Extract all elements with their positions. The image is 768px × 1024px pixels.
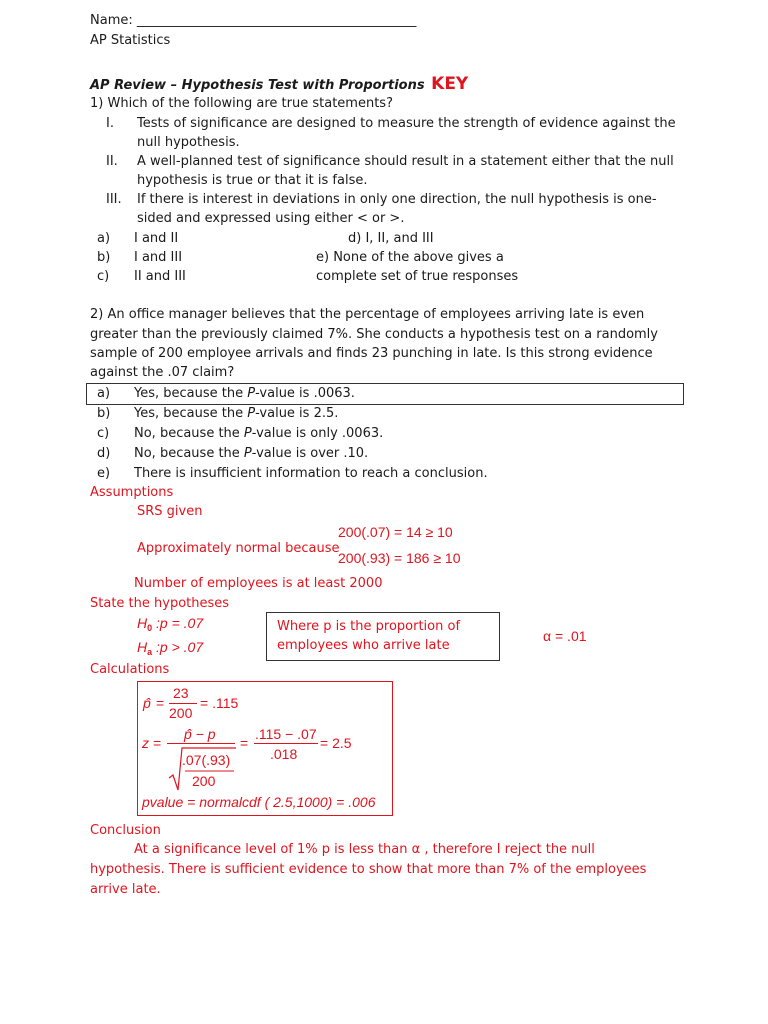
q2-option-text: Yes, because the P-value is 2.5. bbox=[134, 406, 339, 421]
q1-statement-line: sided and expressed using either < or >. bbox=[137, 211, 405, 226]
course-name: AP Statistics bbox=[90, 33, 171, 48]
q1-statement-num: II. bbox=[106, 154, 118, 169]
z-numerator: p̂ − p bbox=[184, 726, 216, 742]
q1-statement-line: Tests of significance are designed to measure the strength of evidence against the bbox=[137, 116, 676, 131]
q2-text-line: 2) An office manager believes that the percentage of employees arriving late is even bbox=[90, 307, 645, 322]
q1-option-letter: a) bbox=[97, 231, 111, 246]
approx-normal-text: Approximately normal because bbox=[137, 541, 340, 556]
phat-value: = .115 bbox=[200, 695, 239, 711]
numerator-23: 23 bbox=[173, 685, 189, 701]
q2-option-text: No, because the P-value is over .10. bbox=[134, 446, 369, 461]
q2-option-letter: d) bbox=[97, 446, 111, 461]
page-title bbox=[90, 75, 468, 95]
equals-sign: = bbox=[240, 735, 249, 751]
fraction-bar bbox=[254, 743, 318, 744]
q2-option-letter: b) bbox=[97, 406, 111, 421]
q2-text-line: against the .07 claim? bbox=[90, 365, 235, 380]
q2-text-line: greater than the previously claimed 7%. She conducts a hypothesis test on a randomly bbox=[90, 327, 658, 342]
assumptions-heading: Assumptions bbox=[90, 485, 174, 500]
alternative-hypothesis: $H_a$ :p > .07 bbox=[137, 639, 204, 657]
q2-option-text: There is insufficient information to reach a conclusion. bbox=[134, 466, 488, 481]
q2-option-letter: e) bbox=[97, 466, 111, 481]
q1-statement-line: hypothesis is true or that it is false. bbox=[137, 173, 368, 188]
title-text: AP Review – Hypothesis Test with Proportions bbox=[90, 78, 425, 93]
sqrt-numerator: .07(.93) bbox=[182, 752, 231, 768]
q1-option-letter: c) bbox=[97, 269, 110, 284]
q1-option-text: e) None of the above gives a bbox=[316, 250, 504, 265]
q2-option-letter: c) bbox=[97, 426, 110, 441]
population-check: Number of employees is at least 2000 bbox=[134, 576, 383, 591]
z-value: = 2.5 bbox=[320, 735, 352, 751]
z-numerator-values: .115 − .07 bbox=[255, 726, 317, 742]
z-denominator-value: .018 bbox=[270, 746, 298, 762]
null-hypothesis: $H_0$ :p = .07 bbox=[137, 615, 204, 633]
phat-symbol: p̂ bbox=[143, 695, 151, 711]
z-label: z = bbox=[142, 735, 162, 751]
q1-question: 1) Which of the following are true statements? bbox=[90, 96, 393, 111]
q1-option-letter: b) bbox=[97, 250, 111, 265]
q1-option-text: d) I, II, and III bbox=[348, 231, 434, 246]
q2-text-line: sample of 200 employee arrivals and finds 23 punching in late. Is this strong evidence bbox=[90, 346, 653, 361]
q1-option-text: complete set of true responses bbox=[316, 269, 519, 284]
q1-option-text: I and II bbox=[134, 231, 179, 246]
pvalue-line: pvalue = normalcdf ( 2.5,1000) = .006 bbox=[142, 794, 376, 810]
q2-option-text: Yes, because the P-value is .0063. bbox=[134, 386, 355, 401]
srs-text: SRS given bbox=[137, 504, 203, 519]
q1-statement-num: I. bbox=[106, 116, 114, 131]
q1-option-text: II and III bbox=[134, 269, 186, 284]
definition-line: employees who arrive late bbox=[277, 638, 450, 653]
equals-sign: = bbox=[156, 695, 165, 711]
q2-option-letter: a) bbox=[97, 386, 111, 401]
sqrt-denominator: 200 bbox=[192, 773, 216, 789]
denominator-200: 200 bbox=[169, 705, 193, 721]
alpha-level: α = .01 bbox=[543, 628, 587, 644]
q1-option-text: I and III bbox=[134, 250, 183, 265]
conclusion-line: arrive late. bbox=[90, 882, 161, 897]
calculations-heading: Calculations bbox=[90, 662, 170, 677]
conclusion-heading: Conclusion bbox=[90, 823, 161, 838]
q1-statement-line: null hypothesis. bbox=[137, 135, 240, 150]
hypotheses-heading: State the hypotheses bbox=[90, 596, 230, 611]
q1-statement-line: A well-planned test of significance should result in a statement either that the null bbox=[137, 154, 674, 169]
key-label: KEY bbox=[431, 74, 469, 94]
definition-line: Where p is the proportion of bbox=[277, 619, 461, 634]
normal-check-1: 200(.07) = 14 ≥ 10 bbox=[338, 524, 453, 540]
conclusion-line: At a significance level of 1% p is less than α , therefore I reject the null bbox=[134, 842, 595, 857]
q2-option-text: No, because the P-value is only .0063. bbox=[134, 426, 384, 441]
fraction-bar bbox=[167, 743, 235, 744]
name-line: Name: ___________________________________________ bbox=[90, 13, 417, 28]
conclusion-line: hypothesis. There is sufficient evidence to show that more than 7% of the employees bbox=[90, 862, 647, 877]
q1-statement-num: III. bbox=[106, 192, 122, 207]
q1-statement-line: If there is interest in deviations in only one direction, the null hypothesis is one- bbox=[137, 192, 657, 207]
normal-check-2: 200(.93) = 186 ≥ 10 bbox=[338, 550, 461, 566]
